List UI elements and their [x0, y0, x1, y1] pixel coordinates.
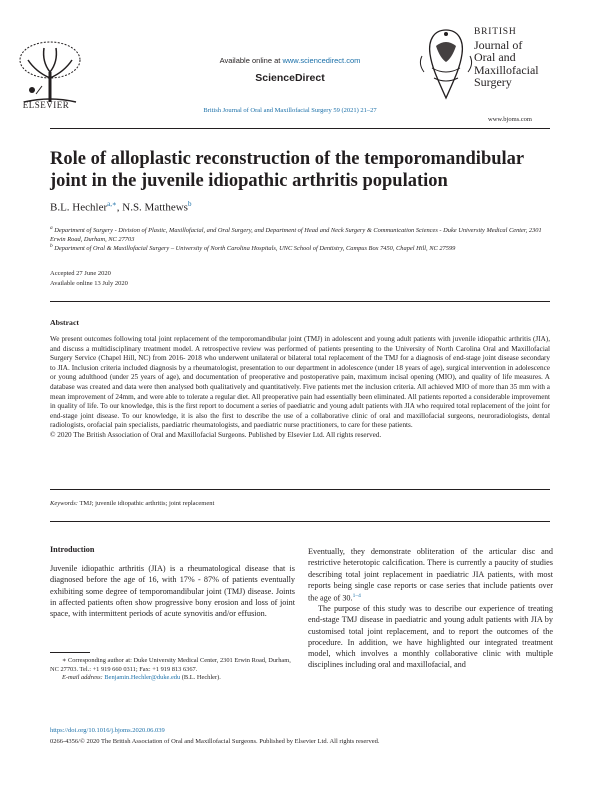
header-divider — [50, 128, 550, 129]
journal-name — [474, 26, 586, 89]
accepted-date: Accepted 27 June 2020 — [50, 270, 111, 277]
author-affiliation-marks[interactable]: a,∗ — [107, 200, 117, 208]
email-suffix: (B.L. Hechler). — [181, 674, 221, 682]
abstract-copyright: © 2020 The British Association of Oral and Maxillofacial Surgeons. Published by Elsevier Ltd. All rights reserved. — [50, 430, 382, 439]
abstract-body — [50, 335, 550, 441]
email-link[interactable]: Benjamin.Hechler@duke.edu — [104, 674, 181, 682]
article-title: Role of alloplastic reconstruction of the temporomandibular joint in the juvenile idiopathic arthritis population — [50, 149, 524, 191]
journal-name-line: Surgery — [474, 75, 512, 89]
journal-name-line: Oral and — [474, 50, 516, 64]
reference-link[interactable]: 1–4 — [352, 593, 361, 600]
doi-link[interactable]: https://doi.org/10.1016/j.bjoms.2020.06.039 — [50, 727, 165, 734]
author-list — [50, 200, 191, 214]
elsevier-tree-logo — [14, 38, 86, 106]
introduction-paragraph: Juvenile idiopathic arthritis (JIA) is a rheumatological disease that is diagnosed before the age of 16, with 17% - 87% of patients eventually exhibiting some degree of temporomandibular joint (TMJ) disease. Joints in affected patients often show progressive bony erosion and loss of joint space, with intermittent periods of acute synovitis and/or effusion. — [50, 564, 295, 619]
sciencedirect-link[interactable]: www.sciencedirect.com — [282, 56, 361, 65]
right-column-paragraph-2: The purpose of this study was to describe our experience of treating end-stage TMJ disease in paediatric and young adult patients with JIA by customised total joint replacement, and to report the outcomes of the procedure. In addition, we have highlighted our integrated treatment model, which involves a monthly collaborative clinic with multiple disciplines including oral and maxillofacial, and — [308, 604, 553, 670]
online-date: Available online 13 July 2020 — [50, 280, 128, 287]
author-name: N.S. Matthews — [122, 201, 188, 214]
introduction-heading: Introduction — [50, 545, 95, 554]
affiliation-mark: a — [50, 225, 53, 231]
keywords-bottom-divider — [50, 521, 550, 522]
affiliation-text: Department of Surgery - Division of Plastic, Maxillofacial, and Oral Surgery, and Department of Head and Neck Surgery & Communication Sciences - Duke University Medical Center, 2301 Erwin Road, Durham, NC 27703 — [50, 227, 542, 243]
keywords-top-divider — [50, 489, 550, 490]
keywords-label: Keywords: — [50, 500, 78, 507]
footnote-mark: ∗ — [62, 657, 67, 664]
journal-citation[interactable]: British Journal of Oral and Maxillofacial Surgery 59 (2021) 21–27 — [203, 107, 377, 114]
affiliation-a — [50, 224, 550, 244]
available-online-label: Available online at — [219, 56, 281, 65]
abstract-text: We present outcomes following total joint replacement of the temporomandibular joint (TMJ) in adolescent and young adult patients with juvenile idiopathic arthritis (JIA), and discuss a multidisciplinary treatment model. A retrospective review was performed of patients presenting to the University of North Carolina Oral and Maxillofacial Surgery Service (Chapel Hill, NC) from 2016- 2018 who underwent unilateral or bilateral total replacement of the TMJ for a diagnosis of end-stage joint disease secondary to JIA. Inclusion criteria included diagnosis by a rheumatologist, presentation to our department in adolescence (under 18 years of age), surgical intervention in adolescence or young adulthood (under 25 years of age), and documentation of preoperative and postoperative pain, maximum incisal opening (MIO), and quality of life measures. A database was created and data were then analysed both qualitatively and quantitatively. Five patients met the inclusion criteria. All achieved MIO of more than 35 mm with a mean improvement of 24mm, and were able to tolerate a regular diet. All preoperative pain had essentially been eliminated. All patients reported a considerable improvement in quality of life. To our knowledge, this is the first report to document a series of paediatric and young adult patients with JIA who required total replacement of the joint for end-stage joint disease. To our knowledge, it is also the first to describe the use of a collaborative clinic of oral and maxillofacial surgeons, neuroradiologists, dental radiologists, orofacial pain specialists, paediatric rheumatologists, and paediatric nurse practitioners, to care for these patients. — [50, 335, 550, 430]
sciencedirect-wordmark: ScienceDirect — [255, 72, 325, 84]
keywords-list: TMJ; juvenile idiopathic arthritis; joint replacement — [79, 500, 215, 507]
available-online-line — [150, 56, 430, 65]
journal-name-line: BRITISH — [474, 27, 517, 37]
abstract-heading: Abstract — [50, 318, 80, 327]
author-affiliation-marks[interactable]: b — [187, 200, 192, 208]
journal-crest-icon — [414, 24, 478, 104]
journal-name-line: Journal of — [474, 37, 523, 52]
affiliation-mark: b — [50, 243, 53, 249]
right-column-paragraph-1 — [308, 546, 553, 604]
author-name: B.L. Hechler — [50, 201, 108, 214]
author-separator: , — [116, 201, 123, 214]
affiliation-b — [50, 242, 550, 254]
footer-copyright: 0266-4356/© 2020 The British Association of Oral and Maxillofacial Surgeons. Published by Elsevier Ltd. All rights reserved. — [50, 738, 380, 745]
corresponding-author-footnote — [50, 657, 295, 683]
footnote-text: Corresponding author at: Duke University Medical Center, 2301 Erwin Road, Durham, NC 27703. Tel.: +1 919 660 0311; Fax: +1 919 813 6367. — [50, 657, 291, 673]
email-label: E-mail address: — [62, 674, 103, 682]
journal-name-line: Maxillofacial — [474, 62, 539, 77]
paragraph-text: Eventually, they demonstrate obliteration of the articular disc and restrictive heterotopic calcification. There is currently a paucity of studies describing total joint replacement in paediatric JIA patients, with most reports being single case reports or case series that include patients over the age of 30. — [308, 547, 553, 603]
footnote-divider — [50, 652, 90, 653]
affiliation-text: Department of Oral & Maxillofacial Surgery – University of North Carolina Hospitals, UNC School of Dentistry, Campus Box 7450, Chapel Hill, NC 27599 — [54, 245, 456, 253]
abstract-top-divider — [50, 301, 550, 302]
keywords — [50, 500, 214, 507]
publisher-name: ELSEVIER — [22, 100, 70, 110]
journal-url[interactable]: www.bjoms.com — [488, 116, 532, 123]
